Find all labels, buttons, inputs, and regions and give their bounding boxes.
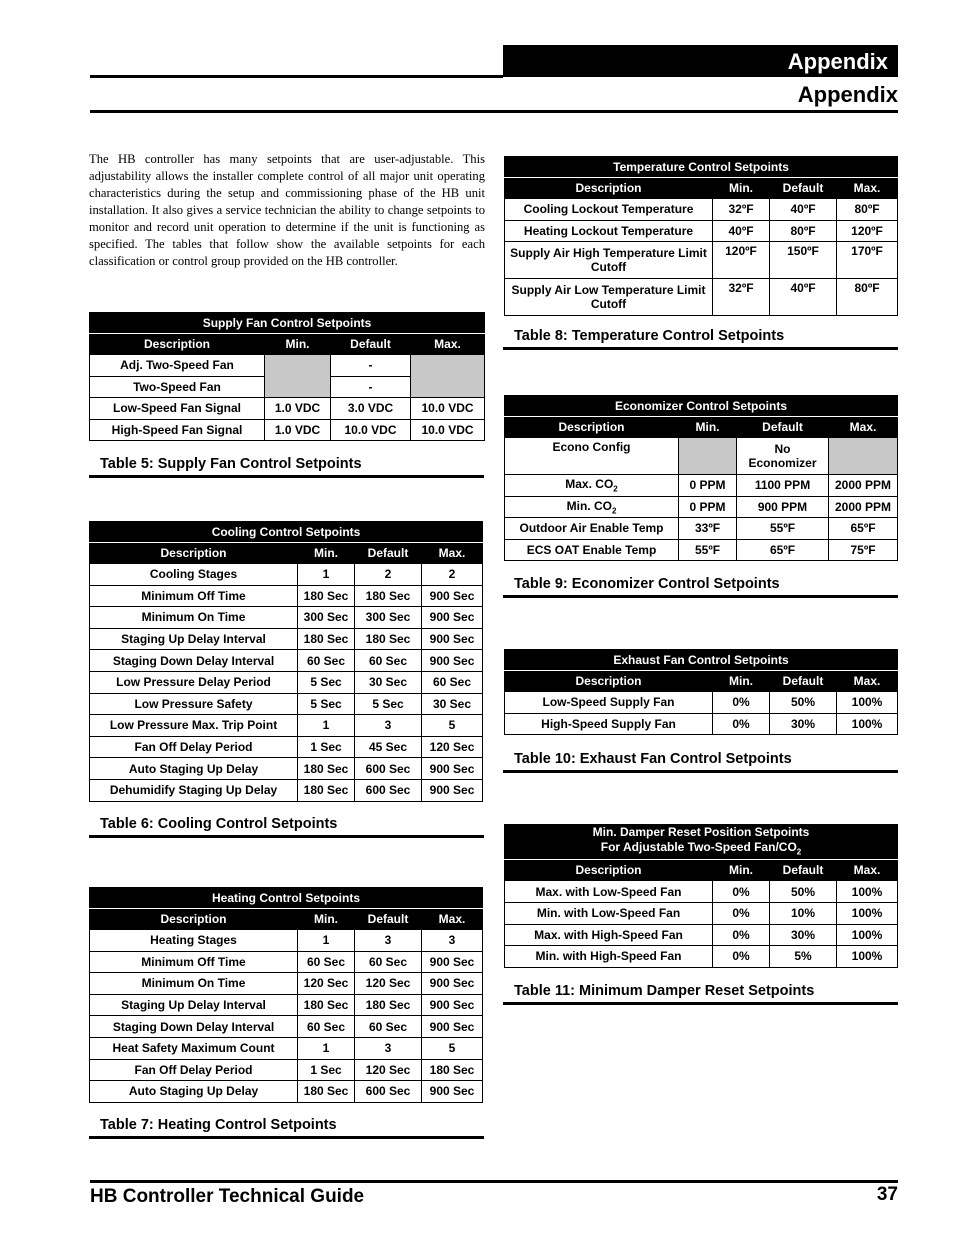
table-title: Heating Control Setpoints xyxy=(90,888,483,909)
cell: 1.0 VDC xyxy=(265,398,331,420)
cell: Fan Off Delay Period xyxy=(90,1059,298,1081)
cell: 120 Sec xyxy=(355,973,422,995)
cell: 180 Sec xyxy=(355,628,422,650)
col-description: Description xyxy=(505,671,713,692)
col-max: Max. xyxy=(837,860,898,881)
cell: Min. with Low-Speed Fan xyxy=(505,902,713,924)
col-max: Max. xyxy=(422,543,483,564)
table-row xyxy=(505,946,898,968)
cell: 60 Sec xyxy=(298,650,355,672)
cell: 1 Sec xyxy=(298,736,355,758)
cell: 180 Sec xyxy=(422,1059,483,1081)
cell: 180 Sec xyxy=(298,1081,355,1103)
cell: 900 Sec xyxy=(422,585,483,607)
table-row xyxy=(90,930,483,952)
cell: 45 Sec xyxy=(355,736,422,758)
col-max: Max. xyxy=(411,334,485,355)
col-min: Min. xyxy=(713,178,770,199)
col-min: Min. xyxy=(298,909,355,930)
cell: 5 Sec xyxy=(298,693,355,715)
table-caption: Table 5: Supply Fan Control Setpoints xyxy=(100,456,362,472)
cell: 30% xyxy=(770,713,837,735)
page-title: Appendix xyxy=(797,82,898,107)
cell: Staging Up Delay Interval xyxy=(90,994,298,1016)
table-row xyxy=(505,220,898,242)
cell: 1 xyxy=(298,930,355,952)
cell: 60 Sec xyxy=(298,1016,355,1038)
cell: 900 Sec xyxy=(422,650,483,672)
cell: 50% xyxy=(770,692,837,714)
cell: 0% xyxy=(713,713,770,735)
col-max: Max. xyxy=(837,671,898,692)
cell: 1100 PPM xyxy=(737,475,829,497)
cell: 180 Sec xyxy=(298,585,355,607)
cell: 2000 PPM xyxy=(829,475,898,497)
col-min: Min. xyxy=(265,334,331,355)
cell: High-Speed Supply Fan xyxy=(505,713,713,735)
table-row xyxy=(90,355,485,377)
cell: 120 Sec xyxy=(355,1059,422,1081)
table-row xyxy=(505,199,898,221)
cell: 150ºF xyxy=(770,242,837,279)
table-title: Exhaust Fan Control Setpoints xyxy=(505,650,898,671)
table-caption: Table 10: Exhaust Fan Control Setpoints xyxy=(514,751,792,767)
cell: 5 Sec xyxy=(355,693,422,715)
caption-rule xyxy=(89,475,484,478)
cell: 3 xyxy=(355,930,422,952)
page-number: 37 xyxy=(876,1184,898,1205)
cell: 600 Sec xyxy=(355,779,422,801)
col-default: Default xyxy=(770,860,837,881)
cell: Staging Down Delay Interval xyxy=(90,650,298,672)
cell: Auto Staging Up Delay xyxy=(90,1081,298,1103)
col-max: Max. xyxy=(829,417,898,438)
cell: 30 Sec xyxy=(355,671,422,693)
table-row xyxy=(90,736,483,758)
cell: 900 Sec xyxy=(422,607,483,629)
table-row xyxy=(505,475,898,497)
cell: 10.0 VDC xyxy=(411,398,485,420)
cell: 10% xyxy=(770,902,837,924)
cell: 1 xyxy=(298,564,355,586)
col-default: Default xyxy=(355,909,422,930)
cell: - xyxy=(331,355,411,377)
cell: 40ºF xyxy=(770,279,837,316)
cell: 120ºF xyxy=(713,242,770,279)
cell: 180 Sec xyxy=(355,585,422,607)
col-min: Min. xyxy=(298,543,355,564)
col-description: Description xyxy=(505,860,713,881)
cell: Minimum On Time xyxy=(90,607,298,629)
cell: 2 xyxy=(355,564,422,586)
table-title: Cooling Control Setpoints xyxy=(90,522,483,543)
header-rule xyxy=(90,110,898,113)
table-row xyxy=(90,1081,483,1103)
table-row xyxy=(505,496,898,518)
table-row xyxy=(90,628,483,650)
cell: Dehumidify Staging Up Delay xyxy=(90,779,298,801)
cell: 65ºF xyxy=(737,539,829,561)
table-title: Supply Fan Control Setpoints xyxy=(90,313,485,334)
cell: 100% xyxy=(837,946,898,968)
cell: 600 Sec xyxy=(355,1081,422,1103)
table-row xyxy=(90,1037,483,1059)
table-row xyxy=(90,758,483,780)
cell: No Economizer xyxy=(737,438,829,475)
cell: Low Pressure Safety xyxy=(90,693,298,715)
cell: 5 Sec xyxy=(298,671,355,693)
cell: 1 Sec xyxy=(298,1059,355,1081)
col-description: Description xyxy=(90,909,298,930)
cell: 3 xyxy=(355,715,422,737)
cell: Supply Air High Temperature Limit Cutoff xyxy=(505,242,713,279)
cell: 900 Sec xyxy=(422,994,483,1016)
cell: 60 Sec xyxy=(355,951,422,973)
table-row xyxy=(505,713,898,735)
table-row xyxy=(90,671,483,693)
table-row xyxy=(90,607,483,629)
cell: Low Pressure Delay Period xyxy=(90,671,298,693)
col-min: Min. xyxy=(679,417,737,438)
cell: 0 PPM xyxy=(679,475,737,497)
table-row xyxy=(90,1016,483,1038)
economizer-table xyxy=(504,395,898,561)
empty-cell xyxy=(829,438,898,475)
cell: 1.0 VDC xyxy=(265,419,331,441)
empty-cell xyxy=(679,438,737,475)
cell: Cooling Lockout Temperature xyxy=(505,199,713,221)
cell: 3 xyxy=(355,1037,422,1059)
cell: Low-Speed Fan Signal xyxy=(90,398,265,420)
cell: 55ºF xyxy=(679,539,737,561)
cell: Minimum Off Time xyxy=(90,585,298,607)
table-caption: Table 8: Temperature Control Setpoints xyxy=(514,328,785,344)
cell: 32ºF xyxy=(713,199,770,221)
cell: 100% xyxy=(837,902,898,924)
cell: 900 Sec xyxy=(422,1016,483,1038)
cell: Max. $CO_2$ xyxy=(505,475,679,497)
cell: 120 Sec xyxy=(298,973,355,995)
cell: 80ºF xyxy=(837,279,898,316)
empty-cell xyxy=(265,355,331,398)
table-row xyxy=(505,902,898,924)
cell: 0% xyxy=(713,946,770,968)
cell: 75ºF xyxy=(829,539,898,561)
cell: - xyxy=(331,376,411,398)
col-description: Description xyxy=(505,417,679,438)
damper-table xyxy=(504,824,898,968)
cell: 900 Sec xyxy=(422,758,483,780)
cell: 3 xyxy=(422,930,483,952)
table-row xyxy=(90,585,483,607)
table-caption: Table 6: Cooling Control Setpoints xyxy=(100,816,338,832)
table-row xyxy=(90,564,483,586)
cell: 0 PPM xyxy=(679,496,737,518)
table-caption: Table 11: Minimum Damper Reset Setpoints xyxy=(514,983,815,999)
cell: 900 Sec xyxy=(422,628,483,650)
cell: Fan Off Delay Period xyxy=(90,736,298,758)
table-caption: Table 9: Economizer Control Setpoints xyxy=(514,576,780,592)
heating-table xyxy=(89,887,483,1103)
col-description: Description xyxy=(90,334,265,355)
cell: 0% xyxy=(713,692,770,714)
cell: Two-Speed Fan xyxy=(90,376,265,398)
cell: 30 Sec xyxy=(422,693,483,715)
cell: Max. with Low-Speed Fan xyxy=(505,881,713,903)
cell: 60 Sec xyxy=(422,671,483,693)
cell: Heat Safety Maximum Count xyxy=(90,1037,298,1059)
cell: 5 xyxy=(422,1037,483,1059)
table-row xyxy=(505,438,898,475)
cell: 50% xyxy=(770,881,837,903)
cell: 120ºF xyxy=(837,220,898,242)
footer-title: HB Controller Technical Guide xyxy=(90,1186,365,1207)
cell: 60 Sec xyxy=(298,951,355,973)
col-default: Default xyxy=(770,178,837,199)
cell: 120 Sec xyxy=(422,736,483,758)
cell: 55ºF xyxy=(737,518,829,540)
table-row xyxy=(505,539,898,561)
cell: 180 Sec xyxy=(298,779,355,801)
table-row xyxy=(90,779,483,801)
table-row xyxy=(90,973,483,995)
col-default: Default xyxy=(331,334,411,355)
cell: 900 Sec xyxy=(422,973,483,995)
cell: Staging Down Delay Interval xyxy=(90,1016,298,1038)
table-row xyxy=(90,994,483,1016)
cell: Cooling Stages xyxy=(90,564,298,586)
cell: 900 Sec xyxy=(422,779,483,801)
cell: 60 Sec xyxy=(355,650,422,672)
cell: Supply Air Low Temperature Limit Cutoff xyxy=(505,279,713,316)
cell: Minimum Off Time xyxy=(90,951,298,973)
cell: 40ºF xyxy=(770,199,837,221)
cell: 40ºF xyxy=(713,220,770,242)
cell: High-Speed Fan Signal xyxy=(90,419,265,441)
footer-rule xyxy=(90,1180,898,1183)
empty-cell xyxy=(411,355,485,398)
cell: Econo Config xyxy=(505,438,679,475)
cell: Auto Staging Up Delay xyxy=(90,758,298,780)
cell: Max. with High-Speed Fan xyxy=(505,924,713,946)
table-row xyxy=(505,692,898,714)
col-max: Max. xyxy=(837,178,898,199)
col-description: Description xyxy=(505,178,713,199)
supply-fan-table xyxy=(89,312,485,441)
cell: 33ºF xyxy=(679,518,737,540)
cell: 180 Sec xyxy=(298,994,355,1016)
cell: 170ºF xyxy=(837,242,898,279)
cell: ECS OAT Enable Temp xyxy=(505,539,679,561)
table-row xyxy=(90,693,483,715)
cell: 100% xyxy=(837,692,898,714)
cell: 180 Sec xyxy=(298,758,355,780)
table-row xyxy=(90,715,483,737)
table-row xyxy=(90,650,483,672)
appendix-tab: Appendix xyxy=(503,45,898,77)
table-title: Min. Damper Reset Position Setpoints For Adjustable Two-Speed Fan/$CO_2$ xyxy=(505,825,898,860)
caption-rule xyxy=(89,1136,484,1139)
cell: 2 xyxy=(422,564,483,586)
cell: 900 PPM xyxy=(737,496,829,518)
cell: Staging Up Delay Interval xyxy=(90,628,298,650)
table-row xyxy=(90,1059,483,1081)
cooling-table xyxy=(89,521,483,802)
cell: 180 Sec xyxy=(298,628,355,650)
cell: Min. $CO_2$ xyxy=(505,496,679,518)
table-row xyxy=(90,419,485,441)
cell: Adj. Two-Speed Fan xyxy=(90,355,265,377)
cell: Heating Lockout Temperature xyxy=(505,220,713,242)
cell: 0% xyxy=(713,924,770,946)
cell: 80ºF xyxy=(837,199,898,221)
caption-rule xyxy=(503,595,898,598)
intro-paragraph: The HB controller has many setpoints that are user-adjustable. This adjustability allows the installer complete control of all major unit operating characteristics during the setup and commissioning phase of the HB unit installation. It also gives a service technician the ability to change setpoints to monitor and record unit operation to determine if the unit is functioning as specified. The tables that follow show the available setpoints for each classification or control group provided on the HB controller. xyxy=(89,152,485,268)
cell: Low-Speed Supply Fan xyxy=(505,692,713,714)
caption-rule xyxy=(503,770,898,773)
cell: Minimum On Time xyxy=(90,973,298,995)
cell: 100% xyxy=(837,713,898,735)
caption-rule xyxy=(503,1002,898,1005)
table-row xyxy=(505,518,898,540)
cell: Heating Stages xyxy=(90,930,298,952)
cell: 100% xyxy=(837,924,898,946)
table-caption: Table 7: Heating Control Setpoints xyxy=(100,1117,337,1133)
cell: 100% xyxy=(837,881,898,903)
cell: 80ºF xyxy=(770,220,837,242)
cell: 30% xyxy=(770,924,837,946)
col-min: Min. xyxy=(713,860,770,881)
cell: 2000 PPM xyxy=(829,496,898,518)
cell: Min. with High-Speed Fan xyxy=(505,946,713,968)
cell: 0% xyxy=(713,902,770,924)
table-row xyxy=(505,924,898,946)
header-rule-left xyxy=(90,75,503,78)
cell: 900 Sec xyxy=(422,1081,483,1103)
cell: 10.0 VDC xyxy=(411,419,485,441)
cell: Outdoor Air Enable Temp xyxy=(505,518,679,540)
table-row xyxy=(505,242,898,279)
table-row xyxy=(90,951,483,973)
cell: 65ºF xyxy=(829,518,898,540)
col-default: Default xyxy=(770,671,837,692)
cell: 3.0 VDC xyxy=(331,398,411,420)
cell: 60 Sec xyxy=(355,1016,422,1038)
table-title: Temperature Control Setpoints xyxy=(505,157,898,178)
cell: 1 xyxy=(298,1037,355,1059)
cell: Low Pressure Max. Trip Point xyxy=(90,715,298,737)
cell: 10.0 VDC xyxy=(331,419,411,441)
table-row xyxy=(505,279,898,316)
col-max: Max. xyxy=(422,909,483,930)
cell: 5% xyxy=(770,946,837,968)
col-default: Default xyxy=(355,543,422,564)
exhaust-table xyxy=(504,649,898,735)
cell: 32ºF xyxy=(713,279,770,316)
col-min: Min. xyxy=(713,671,770,692)
cell: 180 Sec xyxy=(355,994,422,1016)
temperature-table xyxy=(504,156,898,316)
cell: 300 Sec xyxy=(298,607,355,629)
table-title: Economizer Control Setpoints xyxy=(505,396,898,417)
table-row xyxy=(90,398,485,420)
caption-rule xyxy=(89,835,484,838)
caption-rule xyxy=(503,347,898,350)
cell: 0% xyxy=(713,881,770,903)
col-description: Description xyxy=(90,543,298,564)
col-default: Default xyxy=(737,417,829,438)
cell: 1 xyxy=(298,715,355,737)
table-row xyxy=(505,881,898,903)
cell: 5 xyxy=(422,715,483,737)
cell: 600 Sec xyxy=(355,758,422,780)
cell: 900 Sec xyxy=(422,951,483,973)
cell: 300 Sec xyxy=(355,607,422,629)
